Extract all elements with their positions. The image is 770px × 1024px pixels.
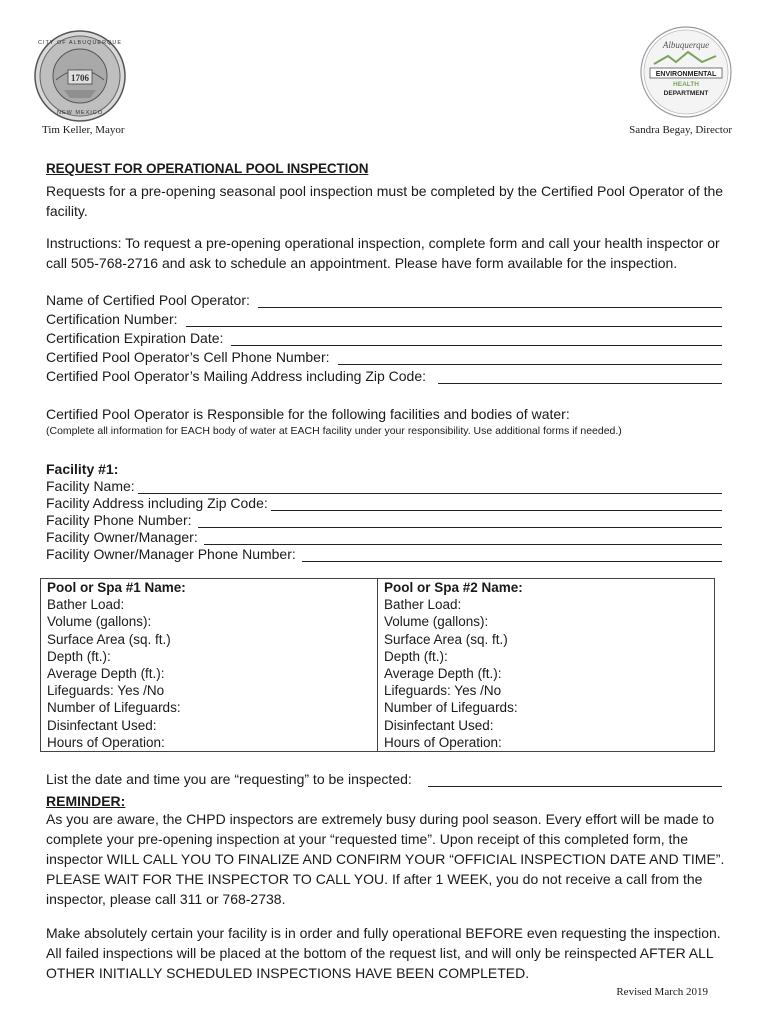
pool-2-disinfectant[interactable]: Disinfectant Used: (384, 717, 494, 733)
pool-2-depth[interactable]: Depth (ft.): (384, 648, 448, 664)
pool-2-average-depth[interactable]: Average Depth (ft.): (384, 665, 502, 681)
pool-1-volume[interactable]: Volume (gallons): (47, 614, 152, 630)
mayor-name: Tim Keller, Mayor (42, 124, 125, 136)
svg-text:1706: 1706 (71, 73, 89, 83)
intro-paragraph: Requests for a pre-opening seasonal pool inspection must be completed by the Certified Pool Operator of the facility. (46, 183, 724, 219)
pool-1-name-label[interactable]: Pool or Spa #1 Name: (47, 580, 186, 595)
field-label: Certification Expiration Date: (46, 330, 224, 346)
reminder-paragraph-2: Make absolutely certain your facility is in order and fully operational BEFORE even requesting the inspection. All failed inspections will be placed at the bottom of the request list, and will only be reinspected AFTER ALL OTHER INITIALLY SCHEDULED INSPECTIONS HAVE BEEN COMPLETED. (46, 925, 721, 981)
reminder-title: REMINDER: (46, 793, 126, 809)
pool-1-bather-load[interactable]: Bather Load: (47, 597, 125, 613)
svg-text:NEW MEXICO: NEW MEXICO (56, 110, 104, 116)
field-input-line[interactable] (204, 531, 722, 545)
svg-text:ENVIRONMENTAL: ENVIRONMENTAL (655, 71, 717, 78)
facility-owner-field[interactable] (46, 527, 722, 545)
pool-1-average-depth[interactable]: Average Depth (ft.): (47, 665, 165, 681)
svg-text:HEALTH: HEALTH (673, 81, 699, 88)
facility-title: Facility #1: (46, 461, 119, 477)
responsibility-note: (Complete all information for EACH body of water at EACH facility under your responsibility. Use additional forms if needed.) (46, 425, 622, 437)
facility-owner-phone-field[interactable] (46, 544, 722, 562)
svg-text:Albuquerque: Albuquerque (662, 40, 710, 50)
field-input-line[interactable] (302, 548, 722, 562)
operator-cell-phone-field[interactable] (46, 347, 722, 365)
pool-2-column[interactable] (378, 579, 715, 752)
field-label: Certification Number: (46, 311, 178, 327)
page-title: REQUEST FOR OPERATIONAL POOL INSPECTION (46, 161, 369, 176)
field-label: Facility Name: (46, 478, 135, 494)
field-label: Name of Certified Pool Operator: (46, 292, 250, 308)
operator-name-field[interactable] (46, 290, 722, 308)
certification-expiration-field[interactable] (46, 328, 722, 346)
field-input-line[interactable] (338, 351, 722, 365)
field-input-line[interactable] (198, 514, 722, 528)
pool-1-number-of-lifeguards[interactable]: Number of Lifeguards: (47, 700, 181, 716)
instructions-paragraph: Instructions: To request a pre-opening operational inspection, complete form and call your health inspector or call 505-768-2716 and ask to schedule an appointment. Please have form available for the inspection. (46, 235, 720, 271)
operator-mailing-address-field[interactable] (46, 366, 722, 384)
svg-text:CITY OF ALBUQUERQUE: CITY OF ALBUQUERQUE (38, 40, 122, 46)
field-label: Certified Pool Operator’s Mailing Address including Zip Code: (46, 368, 427, 384)
field-input-line[interactable] (186, 313, 723, 327)
field-label: Certified Pool Operator’s Cell Phone Number: (46, 349, 330, 365)
reminder-paragraph-1: As you are aware, the CHPD inspectors are extremely busy during pool season. Every effort will be made to complete your pre-opening inspection at your “requested time”. Upon receipt of this completed form, the inspector WILL CALL YOU TO FINALIZE AND CONFIRM YOUR “OFFICIAL INSPECTION DATE AND TIME”. PLEASE WAIT FOR THE INSPECTOR TO CALL YOU. If after 1 WEEK, you do not receive a call from the inspector, please call 311 or 768-2738. (46, 811, 725, 907)
field-input-line[interactable] (231, 332, 722, 346)
pool-2-volume[interactable]: Volume (gallons): (384, 614, 489, 630)
field-input-line[interactable] (138, 480, 722, 494)
pool-1-column[interactable] (41, 579, 378, 752)
pool-2-bather-load[interactable]: Bather Load: (384, 597, 462, 613)
field-input-line[interactable] (438, 370, 722, 384)
responsibility-heading: Certified Pool Operator is Responsible for the following facilities and bodies of water: (46, 406, 570, 422)
pool-2-lifeguards[interactable]: Lifeguards: Yes /No (384, 683, 502, 699)
field-input-line[interactable] (271, 497, 722, 511)
pool-2-hours[interactable]: Hours of Operation: (384, 734, 502, 750)
pool-2-name-label[interactable]: Pool or Spa #2 Name: (384, 580, 523, 595)
pool-1-hours[interactable]: Hours of Operation: (47, 734, 165, 750)
city-seal-icon (34, 30, 126, 122)
facility-name-field[interactable] (46, 476, 722, 494)
field-label: Facility Address including Zip Code: (46, 495, 268, 511)
pool-1-lifeguards[interactable]: Lifeguards: Yes /No (47, 683, 165, 699)
pool-1-disinfectant[interactable]: Disinfectant Used: (47, 717, 157, 733)
pools-table (40, 578, 715, 752)
field-input-line[interactable] (258, 294, 722, 308)
pool-2-surface-area[interactable]: Surface Area (sq. ft.) (384, 631, 508, 647)
pool-2-number-of-lifeguards[interactable]: Number of Lifeguards: (384, 700, 518, 716)
certification-number-field[interactable] (46, 309, 722, 327)
field-label: Facility Owner/Manager Phone Number: (46, 546, 296, 562)
revised-date: Revised March 2019 (616, 986, 708, 998)
requested-date-field[interactable] (46, 769, 722, 787)
pool-1-surface-area[interactable]: Surface Area (sq. ft.) (47, 631, 171, 647)
field-label: Facility Owner/Manager: (46, 529, 198, 545)
field-label: List the date and time you are “requesting” to be inspected: (46, 771, 412, 787)
pool-1-depth[interactable]: Depth (ft.): (47, 648, 111, 664)
field-label: Facility Phone Number: (46, 512, 192, 528)
facility-phone-field[interactable] (46, 510, 722, 528)
director-name: Sandra Begay, Director (629, 124, 732, 136)
facility-address-field[interactable] (46, 493, 722, 511)
environmental-health-logo-icon (640, 26, 732, 118)
field-input-line[interactable] (428, 773, 722, 787)
svg-text:DEPARTMENT: DEPARTMENT (663, 90, 709, 97)
